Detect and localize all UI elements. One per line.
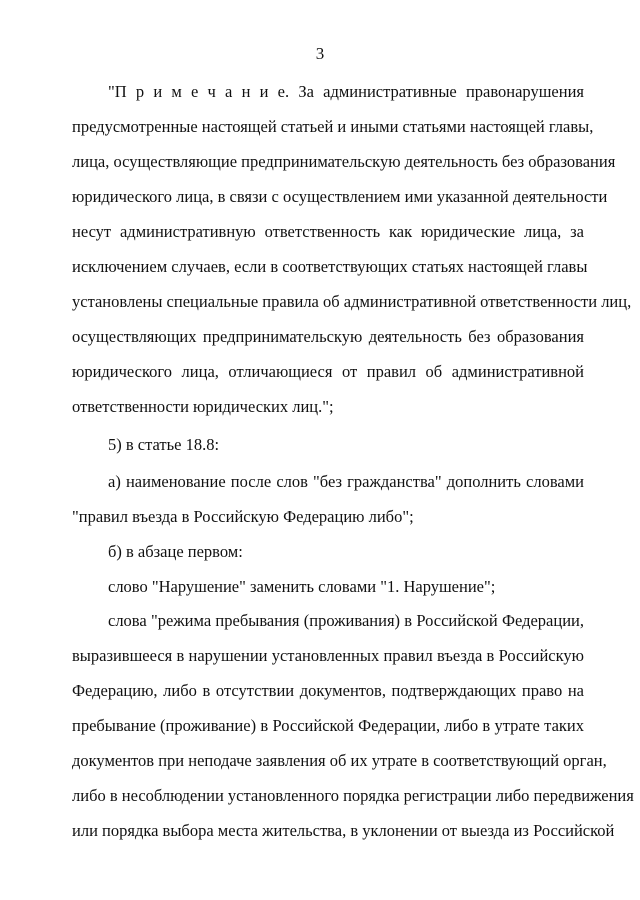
- text-line: несут административную ответственность как юридические лица, за: [72, 222, 584, 241]
- text-line: или порядка выбора места жительства, в уклонении от выезда из Российской: [72, 821, 615, 840]
- text-line: слова "режима пребывания (проживания) в Российской Федерации,: [108, 611, 584, 630]
- text-line: слово "Нарушение" заменить словами "1. Нарушение";: [108, 577, 496, 596]
- page-number: 3: [315, 44, 325, 63]
- text-line: пребывание (проживание) в Российской Федерации, либо в утрате таких: [72, 716, 584, 735]
- text-line: исключением случаев, если в соответствующих статьях настоящей главы: [72, 257, 588, 276]
- text-line: документов при неподаче заявления об их утрате в соответствующий орган,: [72, 751, 607, 770]
- text-line: предусмотренные настоящей статьей и иными статьями настоящей главы,: [72, 117, 594, 136]
- text-line: лица, осуществляющие предпринимательскую деятельность без образования: [72, 152, 616, 171]
- text-line: юридического лица, в связи с осуществлением ими указанной деятельности: [72, 187, 608, 206]
- text-line: либо в несоблюдении установленного порядка регистрации либо передвижения: [72, 786, 634, 805]
- text-line: а) наименование после слов "без гражданства" дополнить словами: [108, 472, 584, 491]
- text-line: "П р и м е ч а н и е. За административные правонарушения: [108, 82, 584, 101]
- text-line: "правил въезда в Российскую Федерацию либо";: [72, 507, 414, 526]
- text-line: осуществляющих предпринимательскую деятельность без образования: [72, 327, 584, 346]
- text-line: установлены специальные правила об административной ответственности лиц,: [72, 292, 632, 311]
- text-line: ответственности юридических лиц.";: [72, 397, 334, 416]
- text-line: Федерацию, либо в отсутствии документов, подтверждающих право на: [72, 681, 584, 700]
- text-line: юридического лица, отличающиеся от правил об административной: [72, 362, 584, 381]
- text-line: б) в абзаце первом:: [108, 542, 243, 561]
- text-line: 5) в статье 18.8:: [108, 435, 220, 454]
- text-line: выразившееся в нарушении установленных правил въезда в Российскую: [72, 646, 584, 665]
